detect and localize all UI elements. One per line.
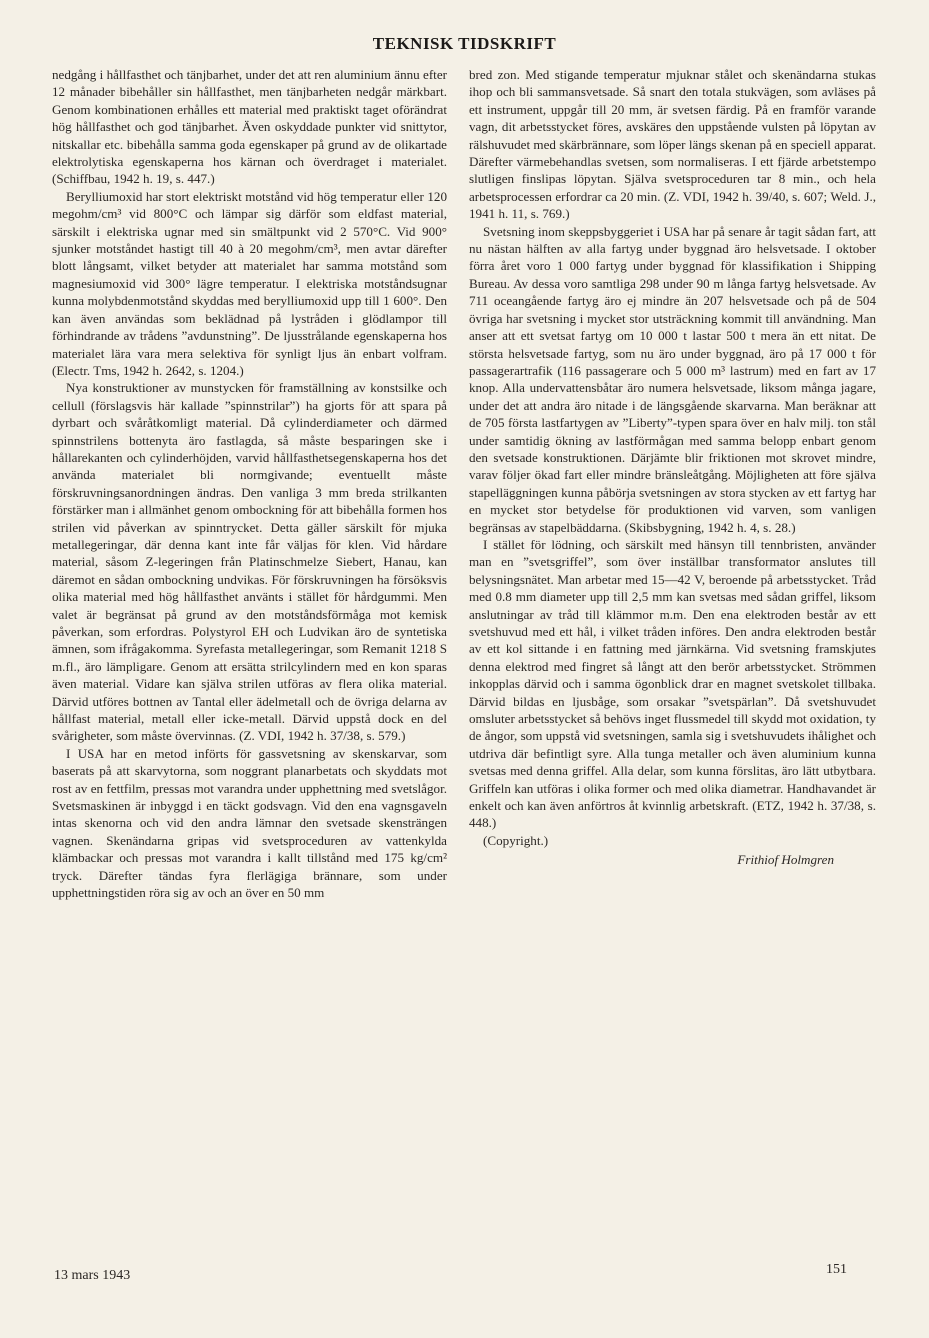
paragraph-aluminium-continuation: nedgång i hållfasthet och tänjbarhet, under det att ren aluminium ännu efter 12 månader bibehåller sin hållfasthet, men tänjbarheten nedgår märkbart. Genom kombinationen erhålles ett material med praktiskt taget oförändrat hög hållfasthet och god tänjbarhet. Även oskyddade punkter vid snittytor, nitskallar etc. bibehålla samma goda egenskaper på grund av de olikartade elektrolytiska egenskaperna hos kärnan och överdraget i materialet. (Schiffbau, 1942 h. 19, s. 447.) xyxy=(52,67,447,187)
author-signature: Frithiof Holmgren xyxy=(737,852,834,868)
issue-date: 13 mars 1943 xyxy=(54,1268,131,1283)
paragraph-berylliumoxid: Berylliumoxid har stort elektriskt motstånd vid hög temperatur eller 120 megohm/cm³ vid 800°C och lämpar sig därför som eldfast material, särskilt i elektriska ugnar med sin smältpunkt vid 2 570°C. Vid 900° sjunker motståndet hastigt till 40 à 20 megohm/cm³, men avtar därefter blott långsamt, vilket betyder att materialet har samma motstånd som magnesiumoxid vid 300° lägre temperatur. I elektriska motståndsugnar kunna molybdenmotstånd skyddas med berylliumoxid upp till 1 600°. Den kan även användas som beklädnad på lystråden i glödlampor till förhindrande av trådens ”avdunstning”. De ljusstrålande egenskaperna hos materialet lära vara mera selektiva för synligt ljus än enbart volfram. (Electr. Tms, 1942 h. 2642, s. 1204.) xyxy=(52,188,447,378)
paragraph-spinnstrilar: Nya konstruktioner av munstycken för framställning av konstsilke och cellull (förslagsvis här kallade ”spinnstrilar”) ha gjorts för att spara på dyrbart och svåråtkomligt material. Då cylinderdiameter och därmed spinnstrilens bottenyta äro fastlagda, så måste besparingen ske i hållarekanten och cylinderhöjden, varvid hållfasthetsegenskaperna hos det använda materialet bli normgivande; eventuellt måste förskruvningsanordningen ändras. Den vanliga 3 mm breda strilkanten förstärker man i allmänhet genom ombockning för att bibehålla formen hos strilen vid påverkan av spinntrycket. Detta gäller särskilt för mjuka metallegeringar, där denna kant inte får väljas för klen. Vid hårdare material, såsom Z-legeringen från Platinschmelze Siebert, Hanau, kan däremot en sådan ombockning undvikas. För förskruvningen ha försöksvis olika material med hög hållfasthet använts i stället för hårdgummi. Men valet är begränsat på grund av den motståndsförmåga mot kemisk påverkan, som erfordras. Polystyrol EH och Ludvikan äro de syntetiska ämnen, som ifrågakomma. Syrefasta metallegeringar, som Remanit 1218 S m.fl., äro lämpligare. Genom att ersätta strilcylindern med en kon sparas även material. Vidare kan själva strilen utföras av flera olika material. Därvid utföres bottnen av Tantal eller ädelmetall och de övriga delarna av hållfast material, metall eller icke-metall. Därvid uppstå dock en del svårigheter, som måste övervinnas. (Z. VDI, 1942 h. 37/38, s. 579.) xyxy=(52,380,447,744)
right-column xyxy=(469,66,876,869)
paragraph-skeppsbyggeri: Svetsning inom skeppsbyggeriet i USA har på senare år tagit sådan fart, att nu nästan hälften av alla fartyg under byggnad äro helsvetsade. I oktober förra året voro 1 000 fartyg under byggnad för klassifikation i Shipping Bureau. Av dessa voro samtliga 298 under 90 m långa fartyg helsvetsade. Av 711 oceangående fartyg äro ej mindre än 207 helsvetsade och på de 504 övriga har svetsning i mycket stor utsträckning kommit till användning. Man anser att ett svetsat fartyg om 10 000 t lastar 500 t mera än ett nitat. De största helsvetsade fartyg, som nu äro under byggnad, äro på 17 000 t för passagerartrafik (116 passagerare och 5 000 m³ lastrum) med en fart av 17 knop. Alla undervattensbåtar äro numera helsvetsade, liksom många jagare, under det att andra äro nitade i de längsgående skarvarna. Man beräknar att de 705 första lastfartygen av ”Liberty”-typen spara över en halv milj. ton stål under samtidig ökning av lastförmågan med samma belopp enbart genom den svetsade konstruktionen. Därjämte blir friktionen mot skrovet mindre, varav följer ökad fart eller mindre bränsleåtgång. Möjligheten att före själva stapelläggningen kunna påbörja svetsningen av stora stycken av ett fartyg har en mycket stor betydelse för produktionen vid varven, som vanligen begränsas av stapelbäddarna. (Skibsbygning, 1942 h. 4, s. 28.) xyxy=(469,223,876,535)
copyright-note: (Copyright.) xyxy=(483,832,549,848)
page-number: 151 xyxy=(826,1262,847,1277)
left-column xyxy=(52,66,447,902)
journal-masthead: TEKNISK TIDSKRIFT xyxy=(372,34,557,53)
paragraph-gassvetsning: I USA har en metod införts för gassvetsning av skenskarvar, som baserats på att skarvytorna, som noggrant planarbetats och skyddats mot rost av en fettfilm, pressas mot varandra under upphettning med svetslågor. Svetsmaskinen är inbyggd i en täckt godsvagn. Vid den ena vagnsgaveln intas skenorna och vid den andra lämnar den svetsade skensträngen vagnen. Skenändarna gripas vid svetsproceduren av vattenkylda klämbackar och pressas mot varandra i kallt tillstånd med 175 kg/cm² tryck. Därefter tändas fyra flerlägiga brännare, som under upphettningstiden röra sig av och an över en 50 mm xyxy=(52,745,447,901)
paragraph-svetsgriffel: I stället för lödning, och särskilt med hänsyn till tennbristen, använder man en ”svetsgriffel”, som över inställbar transformator anslutes till belysningsnätet. Man arbetar med 15—42 V, beroende på arbetsstycket. Tråd med 0.8 mm diameter upp till 2,5 mm kan svetsas med sådan griffel, liksom anslutningar av tråd till klämmor m.m. Den ena elektroden består av ett svetshuvud med ett hål, i vilket tråden införes. Den andra elektroden består av ett kol sittande i en fattning med järnkärna. Vid svetsning framskjutes denna elektrod med fingret så långt att den berör arbetsstycket. Strömmen inkopplas därvid och i samma ögonblick drar en magnet svetskolet tillbaka. Därvid bildas en ljusbåge, som orsakar ”svetspärlan”. Då svetshuvudet omsluter arbetsstycket så behövs inget flussmedel till skydd mot oxidation, ty de ångor, som uppstå vid svetsningen, samla sig i svetshuvudets ihålighet och utdriva där befintligt syre. Alla tunga metaller och även aluminium kunna svetsas med denna griffel. Alla delar, som kunna förslitas, äro lätt utbytbara. Griffeln kan utföras i olika former och med olika diametrar. Handhavandet är enkelt och kan även anförtros åt kvinnlig arbetskraft. (ETZ, 1942 h. 37/38, s. 448.) xyxy=(469,536,876,831)
paragraph-gassvetsning-continuation: bred zon. Med stigande temperatur mjuknar stålet och skenändarna stukas ihop och bli sammansvetsade. Så snart den totala stukvägen, som avläses på ett instrument, uppgår till 20 mm, är svetsen färdig. På en framför varande vagn, dit arbetsstycket föres, avskäres den uppstående vulsten på löpytan av rälshuvudet med skärbrännare, som löper längs skenan på en speciell apparat. Därefter värmebehandlas svetsen, som normaliseras. I ett fjärde arbetstempo slutligen finslipas löpytan. Själva svetsproceduren tar 8 min., och hela arbetsprocessen erfordrar ca 20 min. (Z. VDI, 1942 h. 39/40, s. 607; Weld. J., 1941 h. 11, s. 769.) xyxy=(469,67,876,222)
